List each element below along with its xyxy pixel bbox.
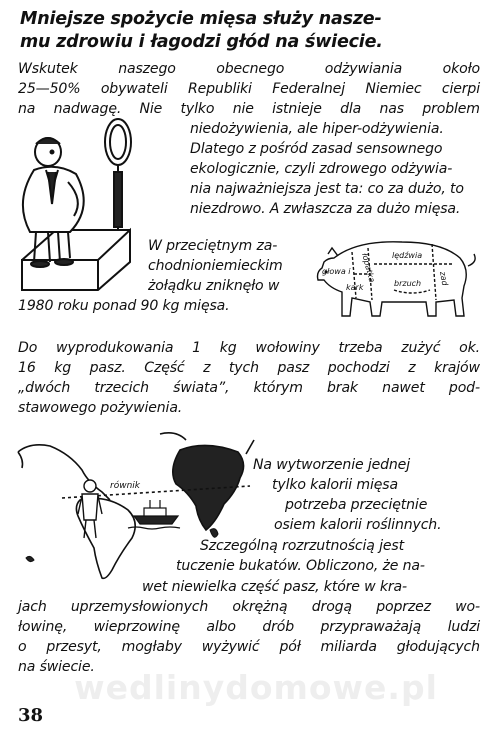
paragraph4-line-2: tylko kalorii mięsa [272,477,398,493]
title-line-1: Mniejsze spożycie mięsa służy nasze- [20,9,382,29]
paragraph1-line-6: ekologicznie, czyli zdrowego odżywia- [190,161,453,177]
paragraph4-line-11: na świecie. [18,659,95,675]
paragraph4-line-5: Szczególną rozrzutnością jest [200,538,404,554]
paragraph1-line-7: nia najważniejsza jest ta: co za dużo, to [190,181,464,197]
pig-label-glowa: głowa i [322,267,351,276]
watermark: wedlinydomowe.pl [74,668,438,707]
paragraph2-line-4: 1980 roku ponad 90 kg mięsa. [18,298,230,314]
paragraph1-line-4: niedożywienia, ale hiper-odżywienia. [190,121,444,137]
paragraph3-line-4: stawowego pożywienia. [18,400,183,416]
fat-man-on-scale-illustration [18,112,148,292]
pig-meat-cuts-diagram [312,228,482,328]
paragraph2-line-1: W przeciętnym za- [148,238,278,254]
paragraph1-line-2: 25—50% obywateli Republiki Federalnej Niemiec cierpi [18,81,480,97]
page-title [20,8,488,54]
paragraph1-line-3: na nadwagę. Nie tylko nie istnieje dla nas problem [18,101,480,117]
pig-label-zad: zad [438,270,450,287]
paragraph1-line-5: Dlatego z pośród zasad sensownego [190,141,443,157]
paragraph4-line-6: tuczenie bukatów. Obliczono, że na- [176,558,425,574]
paragraph4-line-7: wet niewielka część pasz, które w kra- [142,579,407,595]
paragraph2-line-2: chodnioniemieckim [148,258,283,274]
title-line-2: mu zdrowiu i łagodzi głód na świecie. [20,32,383,52]
page-number: 38 [18,705,44,726]
paragraph4-line-1: Na wytworzenie jednej [253,457,410,473]
paragraph3-line-3: „dwóch trzecich świata”, którym brak nawet pod- [18,380,480,396]
paragraph2-line-3: żołądku zniknęło w [148,278,280,294]
paragraph1-line-1: Wskutek naszego obecnego odżywiania około [18,61,480,77]
paragraph4-line-4: osiem kalorii roślinnych. [274,517,442,533]
map-label-equator: równik [110,481,140,491]
pig-label-lopatka: łopatka [360,252,377,284]
pig-label-brzuch: brzuch [394,279,422,288]
pig-label-kark: kark [346,283,364,292]
pig-label-ledzwia: lędźwia [392,251,423,260]
paragraph4-line-9: łowinę, wieprzowinę albo drób przypraważają ludzi [18,619,480,635]
paragraph1-line-8: niezdrowo. A zwłaszcza za dużo mięsa. [190,201,461,217]
paragraph3-line-2: 16 kg pasz. Część z tych pasz pochodzi z krajów [18,360,480,376]
paragraph4-line-3: potrzeba przeciętnie [285,497,428,513]
paragraph4-line-8: jach uprzemysłowionych okrężną drogą poprzez wo- [18,599,480,615]
paragraph3-line-1: Do wyprodukowania 1 kg wołowiny trzeba zużyć ok. [18,340,480,356]
paragraph4-line-10: o przesyt, mogłaby wyżywić pół miliarda głodujących [18,639,480,655]
